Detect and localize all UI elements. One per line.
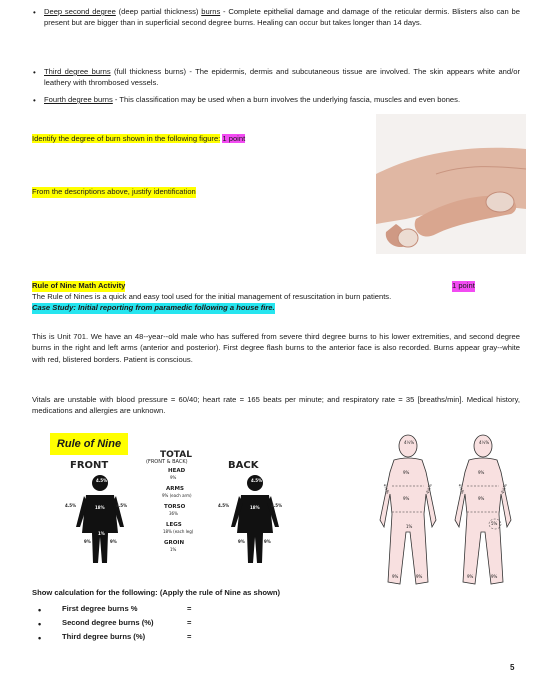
calc-list	[32, 604, 332, 646]
part-groin: GROIN	[164, 540, 185, 546]
part-head: HEAD	[168, 468, 186, 474]
case-study-label: Case Study: Initial reporting from paramedic following a house fire.	[32, 303, 275, 312]
front-label: FRONT	[70, 460, 109, 471]
rule-of-nine-title: Rule of Nine	[50, 433, 128, 455]
burn-type-deep-second: Deep second degree (deep partial thickness) burns - Complete epithelial damage and damage of the reticular dermis. Blisters also can be present but are bigger than in superficial second degree burns. Healing can occur but takes longer than 14 days.	[44, 7, 520, 27]
page-number: 5	[510, 663, 515, 672]
activity-title: Rule of Nine Math Activity	[32, 281, 126, 290]
activity-intro: The Rule of Nines is a quick and easy tool used for the initial management of resuscitation in burn patients.	[32, 292, 392, 301]
vitals-text: Vitals are unstable with blood pressure = 60/40; heart rate = 165 beats per minute; and respiratory rate = 35 [breaths/min]. Medical history, medications and allergies are unknown.	[32, 395, 520, 416]
total-label: TOTAL	[160, 450, 192, 460]
part-torso: TORSO	[164, 504, 186, 510]
part-legs: LEGS	[166, 522, 182, 528]
front-silhouette	[60, 473, 140, 565]
bullet-icon: •	[33, 8, 36, 17]
burn-type-third: Third degree burns (full thickness burns) - The epidermis, dermis and subcutaneous tissue are involved. The skin appears white and/or leathery with thrombosed vessels.	[44, 67, 520, 87]
burn-finger-photo	[376, 114, 526, 254]
calc-item-second: • Second degree burns (%) =	[32, 618, 332, 632]
rule-of-nine-figure: Rule of Nine FRONT BACK TOTAL (FRONT & BACK) HEAD 9% ARMS 9% (each arm) TORSO 36% LEGS 18% (each leg) GROIN 1% 4.5% 4.5% 4.5% 18% 9% 9% 1% 4.5% 4.5% 4.5% 18% 9% 9%	[50, 433, 365, 578]
total-sub-label: (FRONT & BACK)	[146, 459, 188, 465]
calc-prompt: Show calculation for the following: (Apply the rule of Nine as shown)	[32, 588, 281, 597]
bullet-icon: •	[33, 96, 36, 105]
part-arms: ARMS	[166, 486, 184, 492]
burn-type-fourth: Fourth degree burns - This classification may be used when a burn involves the underlying fascia, muscles and even bones.	[44, 95, 461, 104]
activity-points: 1 point	[452, 281, 475, 290]
calc-item-first: • First degree burns % =	[32, 604, 332, 618]
body-outline-diagram: 4½% 9% 9% 4½% 4½% 1% 9% 9% 4½% 9% 9% 4½% 4½% 5% 9% 9%	[368, 432, 523, 592]
back-silhouette	[215, 473, 295, 565]
identify-question: Identify the degree of burn shown in the following figure: 1 point	[32, 134, 246, 143]
bullet-icon: •	[33, 68, 36, 77]
calc-item-third: • Third degree burns (%) =	[32, 632, 332, 646]
case-report-text: This is Unit 701. We have an 48--year--old male who has suffered from severe third degree burns to his lower extremities, and second degree burns in the right and left arms (anterior and posterior). First degree flash burns to the anterior face is also recorded. Burns appear gray--white with red, blistered borders. Patient is conscious.	[32, 332, 520, 364]
back-label: BACK	[228, 460, 259, 471]
justify-question: From the descriptions above, justify identification	[32, 187, 196, 196]
